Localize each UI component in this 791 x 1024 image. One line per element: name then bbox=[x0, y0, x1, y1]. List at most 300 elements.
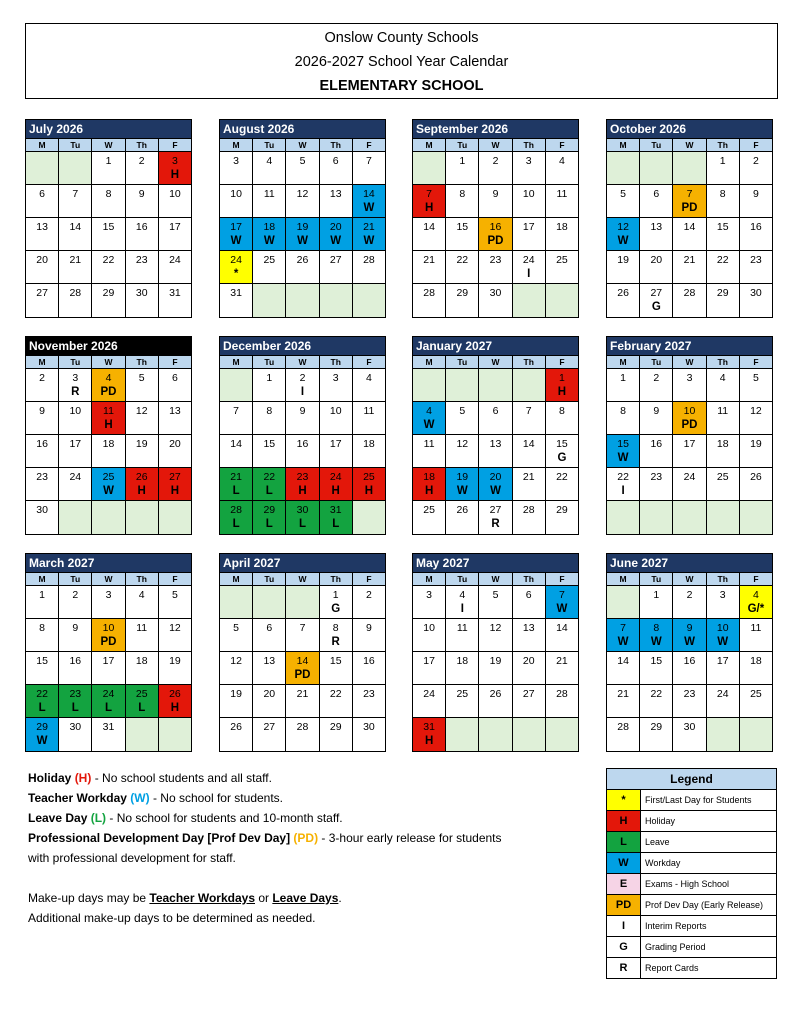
day-cell bbox=[286, 468, 319, 501]
day-number: 18 bbox=[456, 655, 469, 667]
day-cell bbox=[546, 402, 578, 435]
day-cell bbox=[707, 152, 740, 185]
day-cell bbox=[513, 652, 546, 685]
day-number: 7 bbox=[558, 589, 565, 601]
day-cell bbox=[607, 718, 640, 751]
day-cell bbox=[546, 251, 578, 284]
empty-day-cell bbox=[413, 152, 446, 185]
day-cell bbox=[253, 435, 286, 468]
day-number: 7 bbox=[299, 622, 306, 634]
day-cell bbox=[92, 218, 125, 251]
day-number: 13 bbox=[263, 655, 276, 667]
calendar-title: 2026-2027 School Year Calendar bbox=[294, 54, 509, 70]
day-number: 16 bbox=[683, 655, 696, 667]
day-number: 3 bbox=[171, 155, 178, 167]
day-cell bbox=[707, 652, 740, 685]
day-cell bbox=[92, 468, 125, 501]
day-number: 29 bbox=[716, 287, 729, 299]
week-row bbox=[607, 185, 772, 218]
day-number: 20 bbox=[489, 471, 502, 483]
empty-day-cell bbox=[707, 718, 740, 751]
week-row bbox=[220, 586, 385, 619]
day-header: F bbox=[740, 356, 772, 369]
day-number: 17 bbox=[423, 655, 435, 667]
day-number: 22 bbox=[36, 688, 48, 700]
day-cell bbox=[26, 468, 59, 501]
day-cell bbox=[286, 251, 319, 284]
day-header: F bbox=[740, 573, 772, 586]
week-row bbox=[26, 402, 191, 435]
day-cell bbox=[740, 468, 772, 501]
day-number: 31 bbox=[230, 287, 242, 299]
empty-day-cell bbox=[546, 718, 578, 751]
day-cell bbox=[673, 586, 706, 619]
day-cell bbox=[740, 185, 772, 218]
day-cell bbox=[707, 619, 740, 652]
day-code: H bbox=[170, 702, 180, 714]
day-cell bbox=[446, 251, 479, 284]
empty-day-cell bbox=[159, 718, 191, 751]
empty-day-cell bbox=[607, 501, 640, 534]
day-number: 8 bbox=[39, 622, 46, 634]
day-code: L bbox=[332, 518, 340, 530]
day-number: 27 bbox=[489, 504, 502, 516]
day-header: Tu bbox=[253, 356, 286, 369]
empty-day-cell bbox=[286, 586, 319, 619]
legend-symbol: PD bbox=[607, 895, 641, 915]
day-code: G bbox=[557, 452, 567, 464]
day-number: 14 bbox=[617, 655, 629, 667]
day-number: 10 bbox=[716, 622, 729, 634]
day-number: 1 bbox=[459, 155, 466, 167]
day-number: 18 bbox=[750, 655, 762, 667]
week-row bbox=[26, 501, 191, 534]
day-code: W bbox=[717, 636, 729, 648]
week-row bbox=[26, 435, 191, 468]
day-cell bbox=[446, 402, 479, 435]
week-row bbox=[220, 218, 385, 251]
day-number: 13 bbox=[489, 438, 502, 450]
day-number: 20 bbox=[650, 254, 663, 266]
day-number: 30 bbox=[135, 287, 148, 299]
day-cell bbox=[640, 185, 673, 218]
note-holiday-text: - No school students and all staff. bbox=[91, 771, 272, 785]
day-cell bbox=[353, 586, 385, 619]
note-workday bbox=[28, 788, 568, 808]
day-header: Tu bbox=[640, 356, 673, 369]
day-cell bbox=[26, 501, 59, 534]
day-number: 25 bbox=[716, 471, 729, 483]
week-row bbox=[220, 185, 385, 218]
week-row bbox=[26, 468, 191, 501]
day-cell bbox=[353, 718, 385, 751]
day-number: 19 bbox=[456, 471, 469, 483]
day-cell bbox=[479, 251, 512, 284]
day-cell bbox=[513, 185, 546, 218]
day-cell bbox=[546, 468, 578, 501]
day-cell bbox=[320, 718, 353, 751]
day-cell bbox=[707, 435, 740, 468]
day-cell bbox=[320, 369, 353, 402]
day-header: Tu bbox=[446, 573, 479, 586]
day-cell bbox=[286, 718, 319, 751]
empty-day-cell bbox=[59, 152, 92, 185]
note-makeup-leave: Leave Days bbox=[272, 891, 339, 905]
day-cell bbox=[253, 369, 286, 402]
day-number: 29 bbox=[456, 287, 469, 299]
empty-day-cell bbox=[126, 718, 159, 751]
day-number: 27 bbox=[169, 471, 181, 483]
day-number: 19 bbox=[489, 655, 502, 667]
day-number: 9 bbox=[39, 405, 46, 417]
month-title: October 2026 bbox=[607, 120, 772, 139]
day-cell bbox=[92, 369, 125, 402]
day-cell bbox=[253, 402, 286, 435]
month-title: November 2026 bbox=[26, 337, 191, 356]
day-cell bbox=[92, 185, 125, 218]
day-cell bbox=[353, 619, 385, 652]
day-code: H bbox=[331, 485, 340, 497]
day-cell bbox=[546, 369, 578, 402]
month-title: May 2027 bbox=[413, 554, 578, 573]
day-number: 16 bbox=[135, 221, 148, 233]
day-cell bbox=[26, 435, 59, 468]
legend-text: Grading Period bbox=[645, 942, 706, 952]
day-header: Th bbox=[126, 573, 159, 586]
day-cell bbox=[513, 402, 546, 435]
day-code: I bbox=[460, 603, 464, 615]
week-row bbox=[607, 501, 772, 534]
month-may-2027 bbox=[412, 553, 579, 752]
empty-day-cell bbox=[253, 284, 286, 317]
day-number: 1 bbox=[620, 372, 627, 384]
day-cell bbox=[26, 685, 59, 718]
day-cell bbox=[446, 619, 479, 652]
day-cell bbox=[413, 685, 446, 718]
day-cell bbox=[740, 284, 772, 317]
day-code: H bbox=[298, 485, 307, 497]
day-cell bbox=[513, 251, 546, 284]
day-number: 22 bbox=[716, 254, 729, 266]
day-header: W bbox=[286, 356, 319, 369]
day-code: W bbox=[363, 202, 375, 214]
day-cell bbox=[92, 619, 125, 652]
day-number: 23 bbox=[650, 471, 663, 483]
day-code: H bbox=[364, 485, 374, 497]
month-december-2026 bbox=[219, 336, 386, 535]
legend-item bbox=[607, 916, 776, 937]
day-header: M bbox=[413, 573, 446, 586]
week-row bbox=[413, 402, 578, 435]
day-number: 15 bbox=[617, 438, 629, 450]
day-number: 12 bbox=[135, 405, 148, 417]
week-row bbox=[413, 718, 578, 751]
day-cell bbox=[446, 468, 479, 501]
day-cell bbox=[607, 185, 640, 218]
day-number: 26 bbox=[169, 688, 181, 700]
day-header-row bbox=[413, 139, 578, 152]
day-cell bbox=[126, 402, 159, 435]
empty-day-cell bbox=[286, 284, 319, 317]
week-row bbox=[413, 185, 578, 218]
empty-day-cell bbox=[546, 284, 578, 317]
day-cell bbox=[59, 685, 92, 718]
day-number: 25 bbox=[423, 504, 435, 516]
day-cell bbox=[446, 685, 479, 718]
note-makeup-or: or bbox=[255, 891, 273, 905]
day-number: 18 bbox=[263, 221, 276, 233]
legend-item bbox=[607, 958, 776, 978]
day-code: H bbox=[424, 735, 434, 747]
day-cell bbox=[640, 369, 673, 402]
day-cell bbox=[673, 718, 706, 751]
note-leave-code: (L) bbox=[90, 811, 107, 825]
day-number: 4 bbox=[426, 405, 433, 417]
day-number: 19 bbox=[230, 688, 242, 700]
day-cell bbox=[740, 652, 772, 685]
legend-item bbox=[607, 853, 776, 874]
day-number: 2 bbox=[492, 155, 499, 167]
day-cell bbox=[59, 619, 92, 652]
day-header: M bbox=[26, 139, 59, 152]
day-number: 31 bbox=[169, 287, 181, 299]
day-cell bbox=[159, 251, 191, 284]
day-cell bbox=[220, 251, 253, 284]
empty-day-cell bbox=[640, 501, 673, 534]
day-number: 15 bbox=[716, 221, 729, 233]
day-number: 17 bbox=[329, 438, 342, 450]
day-number: 9 bbox=[686, 622, 693, 634]
day-code: * bbox=[233, 268, 239, 280]
empty-day-cell bbox=[446, 369, 479, 402]
week-row bbox=[220, 435, 385, 468]
day-number: 24 bbox=[522, 254, 535, 266]
day-cell bbox=[220, 185, 253, 218]
day-number: 2 bbox=[365, 589, 372, 601]
day-code: R bbox=[71, 386, 80, 398]
empty-day-cell bbox=[126, 501, 159, 534]
day-cell bbox=[513, 501, 546, 534]
week-row bbox=[413, 251, 578, 284]
day-cell bbox=[159, 152, 191, 185]
day-number: 28 bbox=[423, 287, 435, 299]
school-level: ELEMENTARY SCHOOL bbox=[319, 78, 484, 94]
month-title: September 2026 bbox=[413, 120, 578, 139]
day-number: 26 bbox=[230, 721, 242, 733]
day-number: 9 bbox=[365, 622, 372, 634]
day-header: F bbox=[159, 573, 191, 586]
day-code: G bbox=[331, 603, 341, 615]
day-number: 18 bbox=[716, 438, 729, 450]
day-number: 4 bbox=[558, 155, 565, 167]
day-cell bbox=[740, 435, 772, 468]
day-cell bbox=[353, 402, 385, 435]
legend-symbol: H bbox=[607, 811, 641, 831]
day-number: 21 bbox=[296, 688, 309, 700]
day-header: M bbox=[220, 139, 253, 152]
day-cell bbox=[479, 685, 512, 718]
day-cell bbox=[320, 251, 353, 284]
week-row bbox=[607, 685, 772, 718]
day-number: 1 bbox=[332, 589, 339, 601]
legend-item bbox=[607, 874, 776, 895]
day-code: L bbox=[38, 702, 46, 714]
day-cell bbox=[707, 185, 740, 218]
day-header-row bbox=[26, 139, 191, 152]
day-cell bbox=[673, 402, 706, 435]
day-number: 4 bbox=[719, 372, 726, 384]
day-number: 8 bbox=[653, 622, 660, 634]
day-number: 19 bbox=[169, 655, 181, 667]
day-number: 11 bbox=[263, 188, 275, 200]
day-number: 29 bbox=[556, 504, 568, 516]
day-cell bbox=[59, 652, 92, 685]
day-header: W bbox=[673, 573, 706, 586]
day-header: F bbox=[159, 139, 191, 152]
week-row bbox=[607, 369, 772, 402]
day-number: 25 bbox=[556, 254, 568, 266]
day-cell bbox=[513, 435, 546, 468]
day-cell bbox=[59, 435, 92, 468]
day-cell bbox=[159, 402, 191, 435]
day-cell bbox=[479, 468, 512, 501]
day-cell bbox=[253, 185, 286, 218]
day-number: 26 bbox=[617, 287, 629, 299]
day-header-row bbox=[220, 356, 385, 369]
day-number: 28 bbox=[522, 504, 535, 516]
day-cell bbox=[607, 402, 640, 435]
week-row bbox=[413, 652, 578, 685]
legend-text: Holiday bbox=[645, 816, 676, 826]
day-cell bbox=[413, 218, 446, 251]
week-row bbox=[607, 284, 772, 317]
day-header: M bbox=[26, 356, 59, 369]
day-number: 14 bbox=[296, 655, 309, 667]
day-cell bbox=[92, 284, 125, 317]
day-cell bbox=[159, 619, 191, 652]
day-number: 9 bbox=[72, 622, 79, 634]
day-number: 8 bbox=[105, 188, 112, 200]
day-number: 16 bbox=[36, 438, 48, 450]
empty-day-cell bbox=[640, 152, 673, 185]
day-number: 19 bbox=[296, 221, 309, 233]
day-cell bbox=[413, 185, 446, 218]
day-number: 29 bbox=[650, 721, 663, 733]
legend-text: Leave bbox=[645, 837, 670, 847]
day-code: W bbox=[490, 485, 501, 497]
day-cell bbox=[220, 152, 253, 185]
day-cell bbox=[479, 435, 512, 468]
day-header: M bbox=[220, 356, 253, 369]
day-number: 21 bbox=[617, 688, 629, 700]
day-header-row bbox=[607, 573, 772, 586]
day-cell bbox=[126, 152, 159, 185]
note-workday-text: - No school for students. bbox=[149, 791, 284, 805]
day-header: W bbox=[286, 139, 319, 152]
day-cell bbox=[479, 152, 512, 185]
week-row bbox=[413, 586, 578, 619]
day-cell bbox=[253, 652, 286, 685]
legend-symbol: L bbox=[607, 832, 641, 852]
legend-symbol: R bbox=[607, 958, 641, 978]
day-code: W bbox=[617, 235, 629, 247]
day-code: W bbox=[617, 452, 629, 464]
legend-item bbox=[607, 790, 776, 811]
day-number: 3 bbox=[233, 155, 240, 167]
week-row bbox=[26, 586, 191, 619]
day-header: F bbox=[546, 356, 578, 369]
week-row bbox=[220, 284, 385, 317]
day-code: H bbox=[170, 169, 180, 181]
day-cell bbox=[126, 652, 159, 685]
day-number: 30 bbox=[750, 287, 762, 299]
day-number: 10 bbox=[423, 622, 435, 634]
day-cell bbox=[546, 435, 578, 468]
day-number: 27 bbox=[522, 688, 535, 700]
day-number: 6 bbox=[492, 405, 499, 417]
day-number: 15 bbox=[556, 438, 568, 450]
day-cell bbox=[59, 284, 92, 317]
day-header: Th bbox=[320, 139, 353, 152]
day-number: 2 bbox=[138, 155, 145, 167]
day-number: 18 bbox=[102, 438, 115, 450]
day-number: 5 bbox=[171, 589, 178, 601]
day-cell bbox=[320, 685, 353, 718]
day-header: F bbox=[353, 573, 385, 586]
day-number: 28 bbox=[296, 721, 309, 733]
day-cell bbox=[353, 152, 385, 185]
week-row bbox=[220, 402, 385, 435]
day-cell bbox=[513, 468, 546, 501]
day-number: 6 bbox=[266, 622, 273, 634]
day-number: 1 bbox=[653, 589, 660, 601]
note-makeup-prefix: Make-up days may be bbox=[28, 891, 150, 905]
legend-text: Interim Reports bbox=[645, 921, 707, 931]
month-january-2027 bbox=[412, 336, 579, 535]
day-code: I bbox=[621, 485, 625, 497]
day-number: 14 bbox=[363, 188, 375, 200]
day-number: 2 bbox=[39, 372, 46, 384]
day-number: 23 bbox=[489, 254, 502, 266]
day-cell bbox=[607, 619, 640, 652]
day-cell bbox=[673, 652, 706, 685]
day-header: M bbox=[413, 139, 446, 152]
week-row bbox=[26, 652, 191, 685]
day-number: 10 bbox=[102, 622, 115, 634]
day-cell bbox=[479, 402, 512, 435]
empty-day-cell bbox=[513, 284, 546, 317]
day-code: W bbox=[297, 235, 308, 247]
day-cell bbox=[446, 218, 479, 251]
day-header: M bbox=[413, 356, 446, 369]
month-title: December 2026 bbox=[220, 337, 385, 356]
day-number: 30 bbox=[296, 504, 309, 516]
month-title: June 2027 bbox=[607, 554, 772, 573]
day-number: 13 bbox=[329, 188, 342, 200]
day-number: 25 bbox=[263, 254, 276, 266]
day-cell bbox=[413, 284, 446, 317]
day-code: W bbox=[684, 636, 695, 648]
legend-symbol: * bbox=[607, 790, 641, 810]
day-number: 28 bbox=[363, 254, 375, 266]
note-leave-label: Leave Day bbox=[28, 811, 88, 825]
day-number: 24 bbox=[716, 688, 729, 700]
day-cell bbox=[126, 685, 159, 718]
day-cell bbox=[673, 185, 706, 218]
day-number: 7 bbox=[426, 188, 433, 200]
day-number: 21 bbox=[230, 471, 242, 483]
day-cell bbox=[59, 586, 92, 619]
